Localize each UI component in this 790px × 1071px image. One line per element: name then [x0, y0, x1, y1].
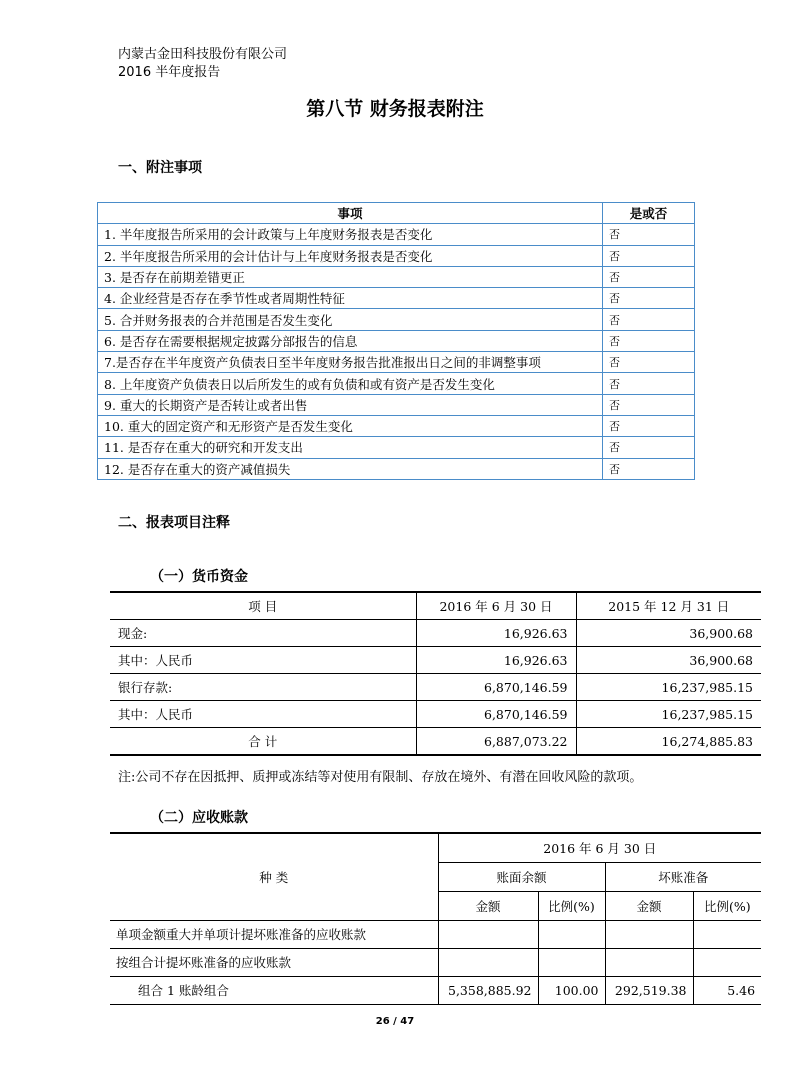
notes-answer: 否	[603, 373, 695, 394]
recv-ratio	[538, 948, 605, 976]
recv-col-bad: 坏账准备	[605, 862, 761, 891]
notes-item: 7.是否存在半年度资产负债表日至半年度财务报告批准报出日之间的非调整事项	[98, 352, 603, 373]
cash-total-label: 合 计	[110, 728, 416, 756]
cash-2016: 6,870,146.59	[416, 674, 576, 701]
section2-heading: 二、报表项目注释	[118, 515, 230, 531]
recv-kind: 单项金额重大并单项计提坏账准备的应收账款	[110, 920, 438, 948]
cash-row	[110, 674, 761, 701]
notes-item: 11. 是否存在重大的研究和开发支出	[98, 437, 603, 458]
notes-row	[98, 245, 695, 266]
cash-2015: 36,900.68	[576, 647, 761, 674]
notes-row	[98, 288, 695, 309]
cash-row	[110, 647, 761, 674]
cash-row	[110, 620, 761, 647]
notes-answer: 否	[603, 330, 695, 351]
recv-amount	[438, 948, 538, 976]
notes-answer: 否	[603, 224, 695, 245]
notes-item: 2. 半年度报告所采用的会计估计与上年度财务报表是否变化	[98, 245, 603, 266]
recv-kind: 组合 1 账龄组合	[110, 976, 438, 1004]
page-number: 26 / 47	[375, 1016, 415, 1027]
recv-col-amount1: 金额	[438, 891, 538, 920]
receivables-heading: （二）应收账款	[150, 810, 248, 826]
notes-item: 12. 是否存在重大的资产减值损失	[98, 458, 603, 479]
recv-amount: 5,358,885.92	[438, 976, 538, 1004]
notes-answer: 否	[603, 394, 695, 415]
cash-2015: 16,237,985.15	[576, 674, 761, 701]
recv-col-kind: 种 类	[110, 833, 438, 920]
report-name: 2016 半年度报告	[118, 65, 221, 80]
recv-col-amount2: 金额	[605, 891, 693, 920]
recv-col-ratio2: 比例(%)	[693, 891, 761, 920]
recv-bad-ratio	[693, 920, 761, 948]
col-item-header: 事项	[98, 203, 603, 224]
notes-item: 5. 合并财务报表的合并范围是否发生变化	[98, 309, 603, 330]
notes-table	[97, 202, 695, 480]
cash-2016: 6,870,146.59	[416, 701, 576, 728]
notes-row	[98, 394, 695, 415]
recv-row	[110, 948, 761, 976]
recv-amount	[438, 920, 538, 948]
notes-item: 3. 是否存在前期差错更正	[98, 266, 603, 287]
notes-item: 9. 重大的长期资产是否转让或者出售	[98, 394, 603, 415]
notes-answer: 否	[603, 288, 695, 309]
notes-item: 10. 重大的固定资产和无形资产是否发生变化	[98, 415, 603, 436]
cash-col-2015: 2015 年 12 月 31 日	[576, 592, 761, 620]
notes-row	[98, 415, 695, 436]
company-name: 内蒙古金田科技股份有限公司	[118, 47, 288, 62]
notes-answer: 否	[603, 437, 695, 458]
recv-row	[110, 920, 761, 948]
recv-bad-amount	[605, 948, 693, 976]
cash-item: 银行存款:	[110, 674, 416, 701]
notes-row	[98, 458, 695, 479]
notes-answer: 否	[603, 245, 695, 266]
section1-heading: 一、附注事项	[118, 160, 202, 176]
notes-row	[98, 437, 695, 458]
notes-item: 8. 上年度资产负债表日以后所发生的或有负债和或有资产是否发生变化	[98, 373, 603, 394]
page-title: 第八节 财务报表附注	[306, 98, 484, 120]
recv-bad-ratio: 5.46	[693, 976, 761, 1004]
cash-total-2015: 16,274,885.83	[576, 728, 761, 756]
cash-col-item: 项 目	[110, 592, 416, 620]
cash-note: 注:公司不存在因抵押、质押或冻结等对使用有限制、存放在境外、有潜在回收风险的款项。	[118, 770, 643, 785]
notes-answer: 否	[603, 458, 695, 479]
recv-col-date: 2016 年 6 月 30 日	[438, 833, 761, 862]
recv-col-book: 账面余额	[438, 862, 605, 891]
notes-item: 6. 是否存在需要根据规定披露分部报告的信息	[98, 330, 603, 351]
cash-total-row	[110, 728, 761, 756]
cash-row	[110, 701, 761, 728]
notes-answer: 否	[603, 266, 695, 287]
notes-item: 4. 企业经营是否存在季节性或者周期性特征	[98, 288, 603, 309]
notes-row	[98, 352, 695, 373]
notes-answer: 否	[603, 352, 695, 373]
cash-item: 其中：人民币	[110, 647, 416, 674]
recv-col-ratio1: 比例(%)	[538, 891, 605, 920]
recv-bad-ratio	[693, 948, 761, 976]
cash-2015: 16,237,985.15	[576, 701, 761, 728]
notes-row	[98, 266, 695, 287]
notes-row	[98, 330, 695, 351]
cash-item: 其中：人民币	[110, 701, 416, 728]
cash-2015: 36,900.68	[576, 620, 761, 647]
notes-item: 1. 半年度报告所采用的会计政策与上年度财务报表是否变化	[98, 224, 603, 245]
recv-ratio	[538, 920, 605, 948]
notes-row	[98, 224, 695, 245]
receivables-table	[110, 832, 761, 1005]
notes-row	[98, 309, 695, 330]
recv-row	[110, 976, 761, 1004]
recv-bad-amount	[605, 920, 693, 948]
recv-bad-amount: 292,519.38	[605, 976, 693, 1004]
notes-row	[98, 373, 695, 394]
cash-table	[110, 591, 761, 756]
cash-col-2016: 2016 年 6 月 30 日	[416, 592, 576, 620]
cash-2016: 16,926.63	[416, 647, 576, 674]
col-answer-header: 是或否	[603, 203, 695, 224]
cash-heading: （一）货币资金	[150, 569, 248, 585]
cash-total-2016: 6,887,073.22	[416, 728, 576, 756]
notes-answer: 否	[603, 309, 695, 330]
recv-kind: 按组合计提坏账准备的应收账款	[110, 948, 438, 976]
recv-ratio: 100.00	[538, 976, 605, 1004]
cash-2016: 16,926.63	[416, 620, 576, 647]
cash-item: 现金:	[110, 620, 416, 647]
notes-answer: 否	[603, 415, 695, 436]
